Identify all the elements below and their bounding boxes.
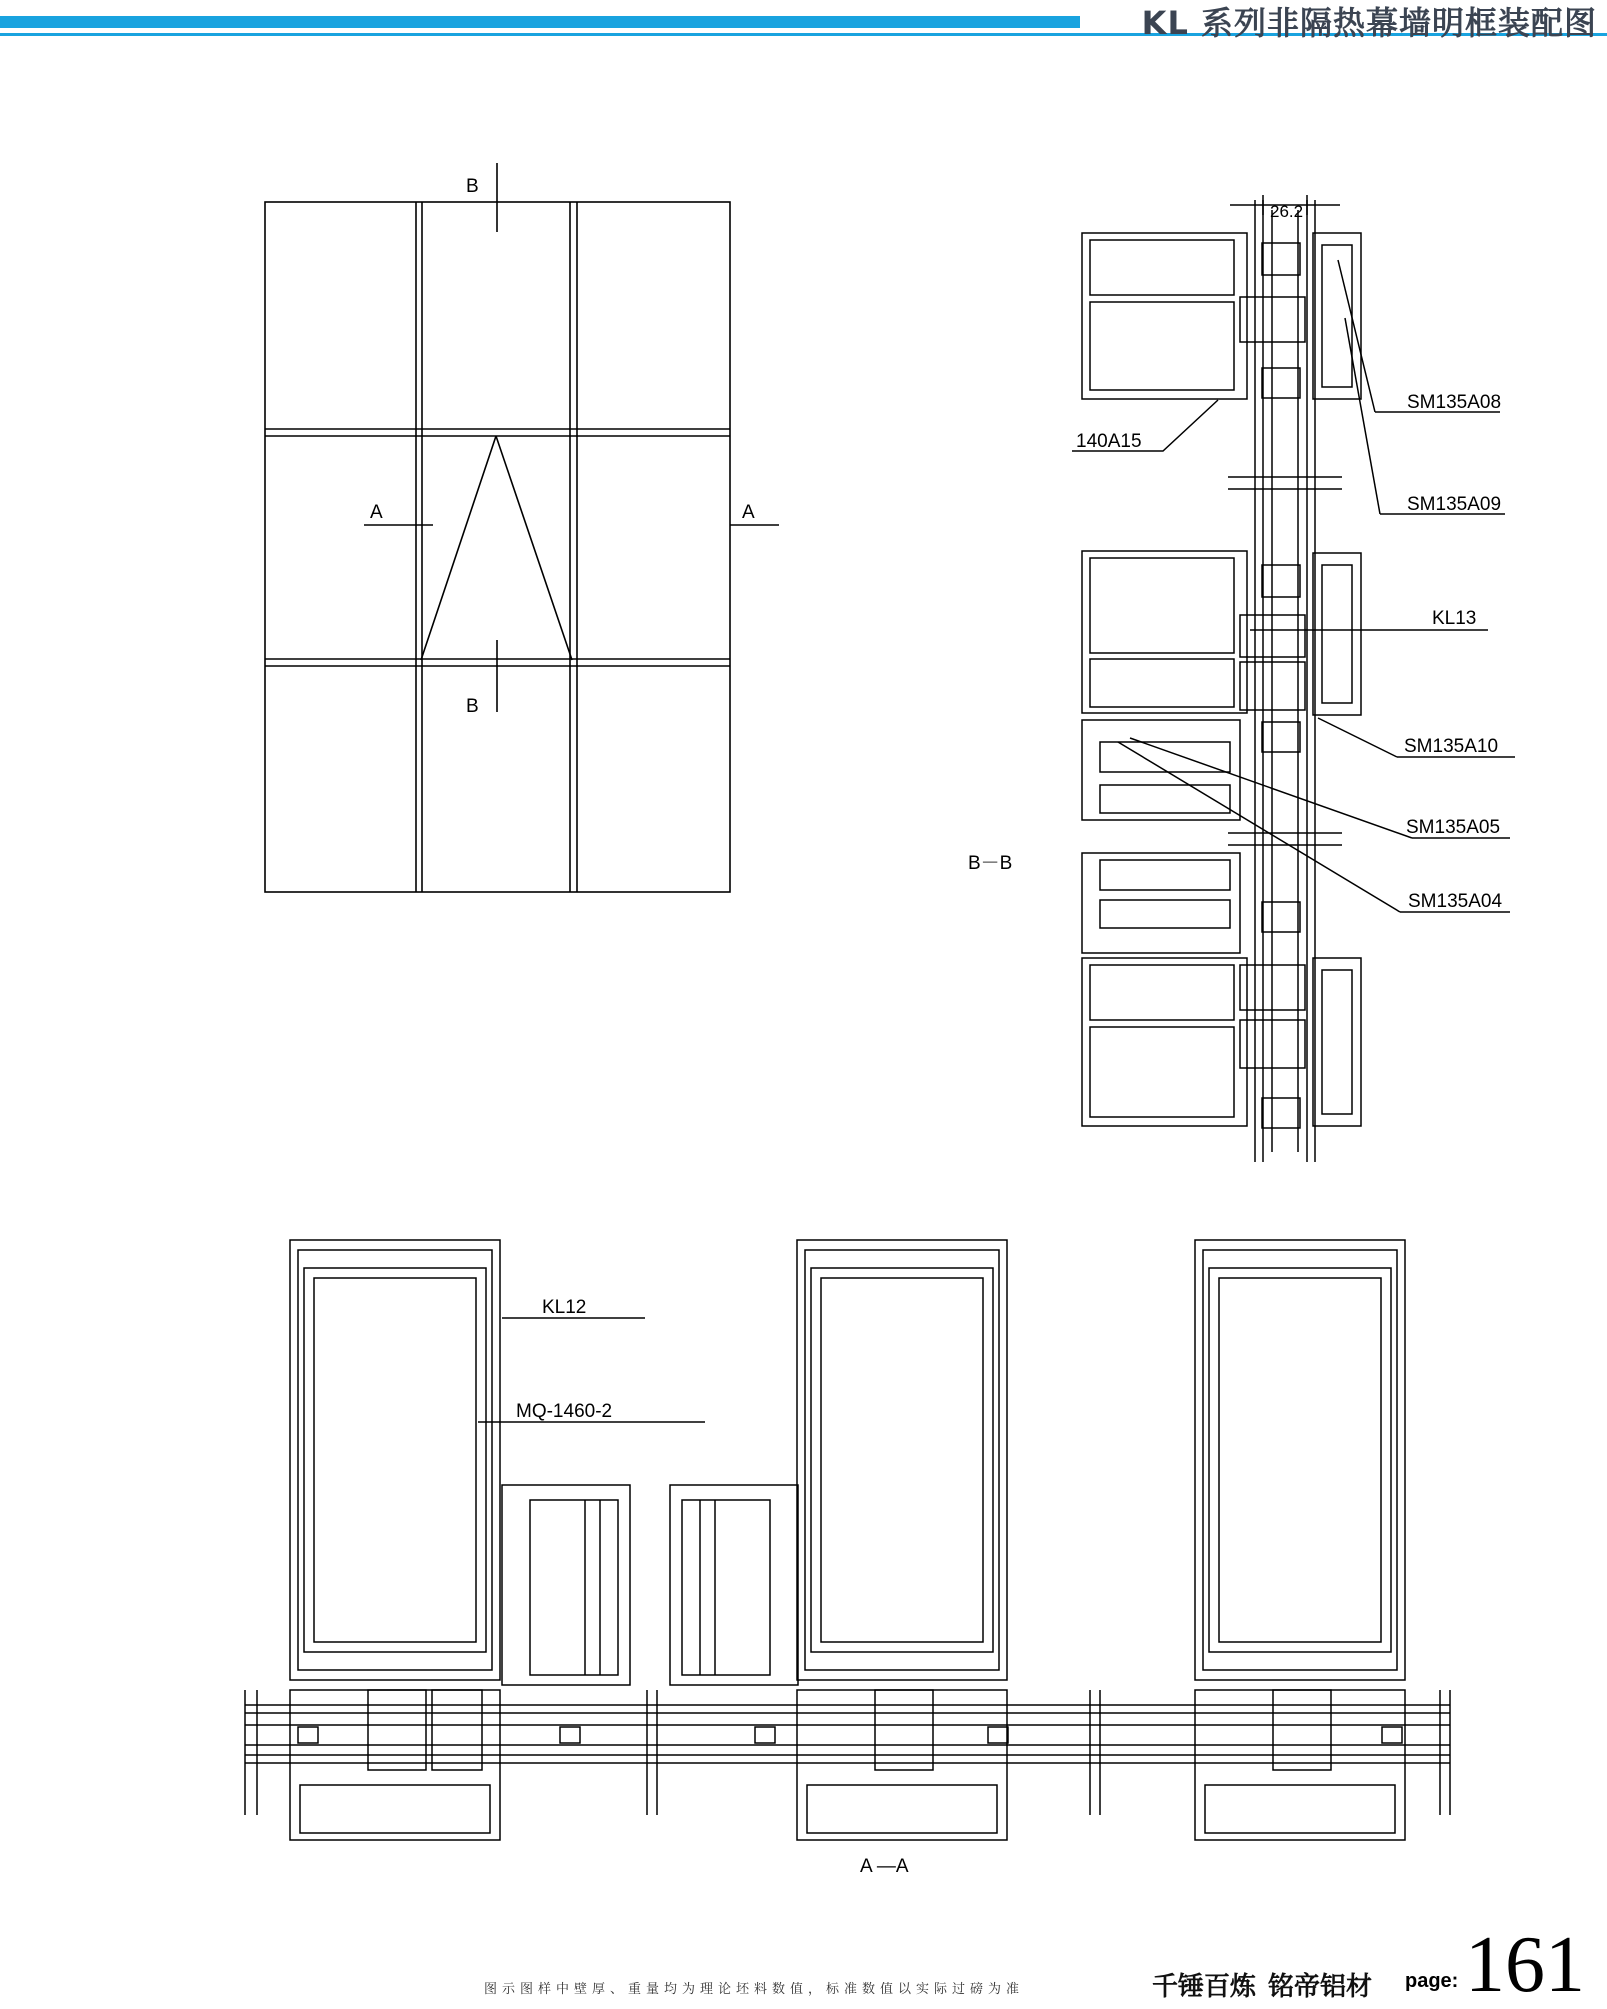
callout-140a15: 140A15 [1076, 431, 1142, 452]
dimension-label: 26.2 [1270, 202, 1304, 221]
page-number: 161 [1465, 1921, 1585, 2009]
section-bb-drawing [1072, 195, 1515, 1162]
page-title: KL 系列非隔热幕墙明框装配图 [1141, 4, 1597, 42]
callout-sm135a10: SM135A10 [1404, 736, 1499, 757]
callout-sm135a08: SM135A08 [1407, 392, 1502, 413]
section-aa-title: A —A [860, 1856, 909, 1877]
footer-note: 图示图样中壁厚、重量均为理论坯料数值，标准数值以实际过磅为准 [484, 1982, 1025, 1997]
callout-sm135a09: SM135A09 [1407, 494, 1502, 515]
callout-sm135a04: SM135A04 [1408, 891, 1503, 912]
section-mark-a-left: A [370, 502, 383, 523]
callout-kl13: KL13 [1432, 608, 1477, 629]
footer-brand-slogan: 千锤百炼 [1152, 1972, 1257, 2002]
section-mark-a-right: A [742, 502, 755, 523]
section-aa-drawing [245, 1240, 1450, 1840]
curtain-wall-elevation [265, 163, 779, 892]
callout-mq-1460-2: MQ-1460-2 [516, 1401, 613, 1422]
section-bb-title: B－B [968, 853, 1013, 874]
page-label: page: [1405, 1970, 1459, 1992]
footer-brand-name: 铭帝铝材 [1268, 1972, 1373, 2002]
section-mark-b-bottom: B [466, 696, 479, 717]
callout-kl12: KL12 [542, 1297, 587, 1318]
section-mark-b-top: B [466, 176, 479, 197]
callout-sm135a05: SM135A05 [1406, 817, 1501, 838]
